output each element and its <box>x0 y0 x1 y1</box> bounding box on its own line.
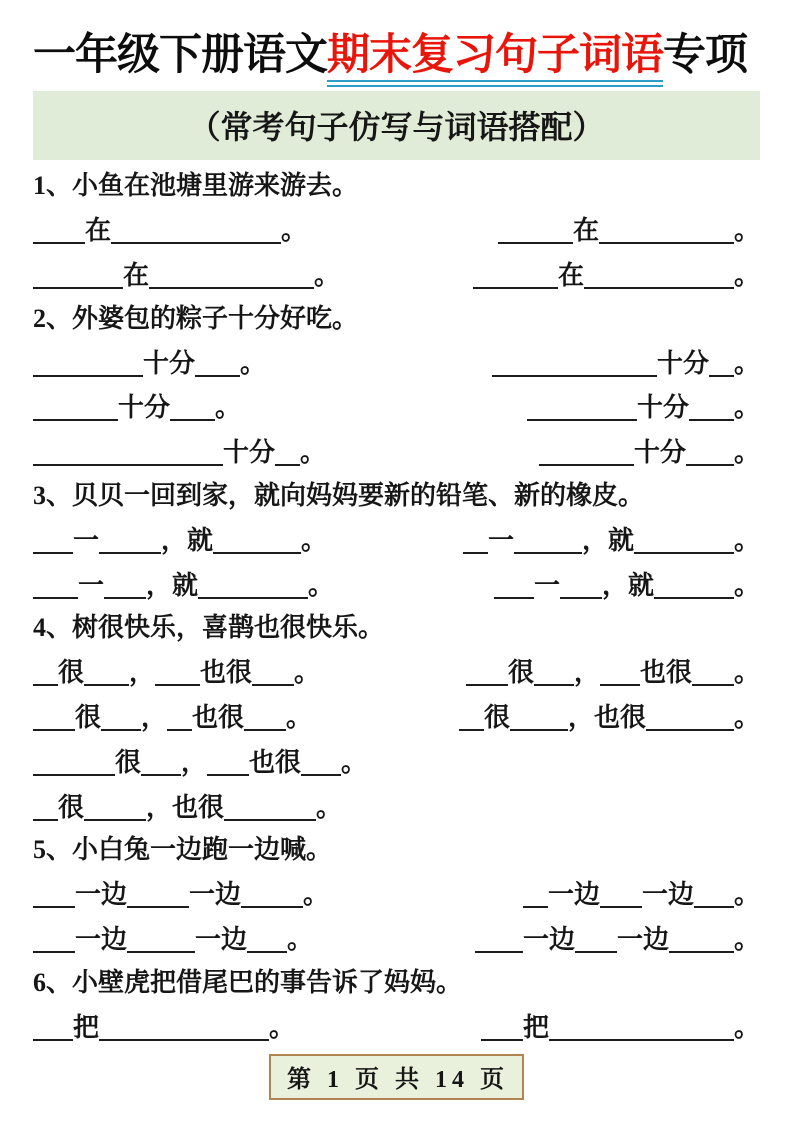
blank-line <box>584 264 734 289</box>
blank-line <box>33 706 75 731</box>
blank-line <box>492 352 657 377</box>
pattern-text: 也很 <box>200 658 253 688</box>
pattern-text: 一 <box>73 525 100 555</box>
question <box>33 611 760 824</box>
blank-line <box>514 529 582 554</box>
fill-in-sentence <box>492 347 760 381</box>
pattern-text: 很 <box>507 658 534 688</box>
pattern-text: 。 <box>308 570 335 600</box>
blank-line <box>33 529 73 554</box>
fill-in-row <box>33 524 760 558</box>
pattern-text: 。 <box>733 393 760 423</box>
blank-line <box>686 442 734 467</box>
pattern-text: ， <box>129 658 156 688</box>
pattern-text: ，就 <box>601 570 654 600</box>
blank-line <box>600 662 640 687</box>
blank-line <box>84 796 146 821</box>
pattern-text: 。 <box>733 570 760 600</box>
pattern-text: 。 <box>733 438 760 468</box>
blank-line <box>84 662 129 687</box>
question-prompt: 6、小壁虎把借尾巴的事告诉了妈妈。 <box>33 967 463 997</box>
pattern-text: 很 <box>58 658 85 688</box>
fill-in-sentence <box>33 524 327 558</box>
pattern-text: 一 <box>487 525 514 555</box>
blank-line <box>494 574 534 599</box>
blank-line <box>127 928 195 953</box>
blank-line <box>149 264 314 289</box>
pattern-text: 。 <box>316 792 343 822</box>
question-prompt: 1、小鱼在池塘里游来游去。 <box>33 171 359 201</box>
question <box>33 302 760 470</box>
pattern-text: ，就 <box>581 525 634 555</box>
title-highlight: 期末复习句子词语 <box>327 32 663 87</box>
blank-line <box>669 928 734 953</box>
blank-line <box>33 352 143 377</box>
pattern-text: 一边 <box>616 925 669 954</box>
pattern-text: 。 <box>314 261 341 291</box>
fill-in-sentence <box>33 436 326 470</box>
blank-line <box>33 884 75 909</box>
blank-line <box>33 928 75 953</box>
fill-in-sentence <box>33 214 307 248</box>
fill-in-row <box>33 791 760 825</box>
pattern-text: 十分 <box>143 348 196 378</box>
fill-in-sentence <box>523 878 760 912</box>
fill-in-sentence <box>494 569 760 603</box>
fill-in-sentence <box>498 214 760 248</box>
fill-in-sentence <box>539 436 760 470</box>
pattern-text: 也很 <box>192 703 245 733</box>
pattern-text: 一 <box>533 570 560 600</box>
fill-in-sentence <box>481 1011 760 1045</box>
subtitle-band <box>33 91 760 160</box>
fill-in-sentence <box>33 656 320 690</box>
fill-in-sentence <box>33 923 313 957</box>
question <box>33 833 760 956</box>
fill-in-row <box>33 1011 760 1045</box>
fill-in-sentence <box>527 391 760 425</box>
question-prompt: 2、外婆包的粽子十分好吃。 <box>33 303 359 333</box>
blank-line <box>534 662 574 687</box>
blank-line <box>459 706 484 731</box>
fill-in-sentence <box>33 701 312 735</box>
pattern-text: 。 <box>733 261 760 291</box>
blank-line <box>141 751 181 776</box>
blank-line <box>33 264 123 289</box>
blank-line <box>634 529 734 554</box>
pattern-text: 一边 <box>195 925 248 954</box>
blank-line <box>195 352 240 377</box>
fill-in-row <box>33 878 760 912</box>
fill-in-sentence <box>33 878 329 912</box>
blank-line <box>689 397 734 422</box>
pattern-text: 。 <box>733 703 760 733</box>
pattern-text: ， <box>181 747 208 777</box>
fill-in-row <box>33 259 760 293</box>
blank-line <box>33 751 115 776</box>
pattern-text: ， <box>141 703 168 733</box>
blank-line <box>463 529 488 554</box>
blank-line <box>599 220 734 245</box>
blank-line <box>241 884 303 909</box>
pattern-text: 把 <box>522 1012 549 1042</box>
pattern-text: 很 <box>75 703 102 733</box>
blank-line <box>213 529 301 554</box>
blank-line <box>549 1016 734 1041</box>
pattern-text: 十分 <box>656 348 709 378</box>
pattern-text: 一边 <box>522 925 575 954</box>
pattern-text: 十分 <box>636 393 689 423</box>
blank-line <box>167 706 192 731</box>
blank-line <box>575 928 617 953</box>
pattern-text: 。 <box>287 925 314 954</box>
pattern-text: 。 <box>733 525 760 555</box>
pattern-text: 很 <box>483 703 510 733</box>
pattern-text: 一边 <box>75 880 128 910</box>
question-prompt: 5、小白兔一边跑一边喊。 <box>33 835 333 865</box>
blank-line <box>33 574 78 599</box>
pattern-text: 。 <box>294 658 321 688</box>
fill-in-sentence <box>33 391 241 425</box>
pattern-text: 。 <box>733 348 760 378</box>
blank-line <box>481 1016 523 1041</box>
pattern-text: 在 <box>572 216 599 246</box>
blank-line <box>510 706 568 731</box>
question <box>33 169 760 292</box>
blank-line <box>654 574 734 599</box>
blank-line <box>155 662 200 687</box>
blank-line <box>111 220 281 245</box>
pattern-text: 。 <box>341 747 368 777</box>
blank-line <box>301 751 341 776</box>
blank-line <box>275 442 300 467</box>
blank-line <box>244 706 286 731</box>
fill-in-row <box>33 347 760 381</box>
fill-in-row <box>33 923 760 957</box>
pattern-text: 很 <box>115 747 142 777</box>
questions <box>33 169 760 1044</box>
pattern-text: 也很 <box>639 658 692 688</box>
fill-in-sentence <box>475 923 760 957</box>
pattern-text: 十分 <box>118 393 171 423</box>
fill-in-sentence <box>459 701 760 735</box>
question <box>33 966 760 1045</box>
pattern-text: ，也很 <box>567 703 646 733</box>
pattern-text: 。 <box>733 925 760 954</box>
blank-line <box>498 220 573 245</box>
pattern-text: 。 <box>269 1012 296 1042</box>
fill-in-sentence <box>466 656 760 690</box>
pattern-text: 一边 <box>547 880 600 910</box>
pattern-text: 一 <box>78 570 105 600</box>
pattern-text: 一边 <box>641 880 694 910</box>
blank-line <box>33 1016 73 1041</box>
blank-line <box>198 574 308 599</box>
blank-line <box>539 442 634 467</box>
fill-in-sentence <box>33 1011 295 1045</box>
fill-in-row <box>33 214 760 248</box>
pattern-text: 。 <box>240 348 267 378</box>
pattern-text: 十分 <box>633 438 686 468</box>
pattern-text: 。 <box>733 1012 760 1042</box>
pattern-text: 。 <box>300 438 327 468</box>
pattern-text: 在 <box>557 261 584 291</box>
pattern-text: ，就 <box>161 525 214 555</box>
fill-in-sentence <box>33 746 367 780</box>
pattern-text: 十分 <box>223 438 276 468</box>
pattern-text: ， <box>573 658 600 688</box>
footer <box>33 1054 760 1100</box>
blank-line <box>33 220 85 245</box>
fill-in-sentence <box>33 569 334 603</box>
fill-in-row <box>33 746 760 780</box>
blank-line <box>33 442 223 467</box>
blank-line <box>600 884 642 909</box>
pattern-text: 。 <box>215 393 242 423</box>
blank-line <box>127 884 189 909</box>
blank-line <box>466 662 508 687</box>
fill-in-sentence <box>33 791 342 825</box>
fill-in-sentence <box>463 524 760 558</box>
blank-line <box>694 884 734 909</box>
blank-line <box>170 397 215 422</box>
blank-line <box>560 574 602 599</box>
pattern-text: 很 <box>58 792 85 822</box>
fill-in-sentence <box>33 347 266 381</box>
pattern-text: 。 <box>301 525 328 555</box>
pattern-text: 。 <box>733 216 760 246</box>
pattern-text: 在 <box>123 261 150 291</box>
blank-line <box>33 796 58 821</box>
pattern-text: 。 <box>281 216 308 246</box>
fill-in-row <box>33 656 760 690</box>
blank-line <box>473 264 558 289</box>
blank-line <box>33 397 118 422</box>
blank-line <box>247 928 287 953</box>
page-number: 第 1 页 共 14 页 <box>269 1054 524 1100</box>
fill-in-sentence <box>33 259 340 293</box>
question <box>33 479 760 602</box>
blank-line <box>101 706 141 731</box>
blank-line <box>252 662 294 687</box>
pattern-text: ，也很 <box>146 792 225 822</box>
blank-line <box>104 574 146 599</box>
blank-line <box>523 884 548 909</box>
pattern-text: 也很 <box>249 747 302 777</box>
pattern-text: 在 <box>85 216 112 246</box>
pattern-text: 把 <box>73 1012 100 1042</box>
blank-line <box>99 1016 269 1041</box>
blank-line <box>207 751 249 776</box>
page-title <box>33 30 760 82</box>
title-suffix: 专项 <box>663 32 747 79</box>
pattern-text: 一边 <box>189 880 242 910</box>
pattern-text: 。 <box>733 880 760 910</box>
fill-in-row <box>33 436 760 470</box>
blank-line <box>99 529 161 554</box>
pattern-text: 。 <box>733 658 760 688</box>
blank-line <box>709 352 734 377</box>
blank-line <box>224 796 316 821</box>
pattern-text: 一边 <box>75 925 128 954</box>
question-prompt: 3、贝贝一回到家，就向妈妈要新的铅笔、新的橡皮。 <box>33 481 645 511</box>
fill-in-row <box>33 701 760 735</box>
pattern-text: ，就 <box>146 570 199 600</box>
question-prompt: 4、树很快乐，喜鹊也很快乐。 <box>33 613 385 643</box>
subtitle-text: （常考句子仿写与词语搭配） <box>188 109 605 146</box>
blank-line <box>475 928 523 953</box>
title-prefix: 一年级下册语文 <box>33 32 327 79</box>
blank-line <box>527 397 637 422</box>
fill-in-row <box>33 391 760 425</box>
pattern-text: 。 <box>286 703 313 733</box>
fill-in-row <box>33 569 760 603</box>
fill-in-sentence <box>473 259 760 293</box>
blank-line <box>646 706 734 731</box>
blank-line <box>33 662 58 687</box>
blank-line <box>692 662 734 687</box>
pattern-text: 。 <box>303 880 330 910</box>
